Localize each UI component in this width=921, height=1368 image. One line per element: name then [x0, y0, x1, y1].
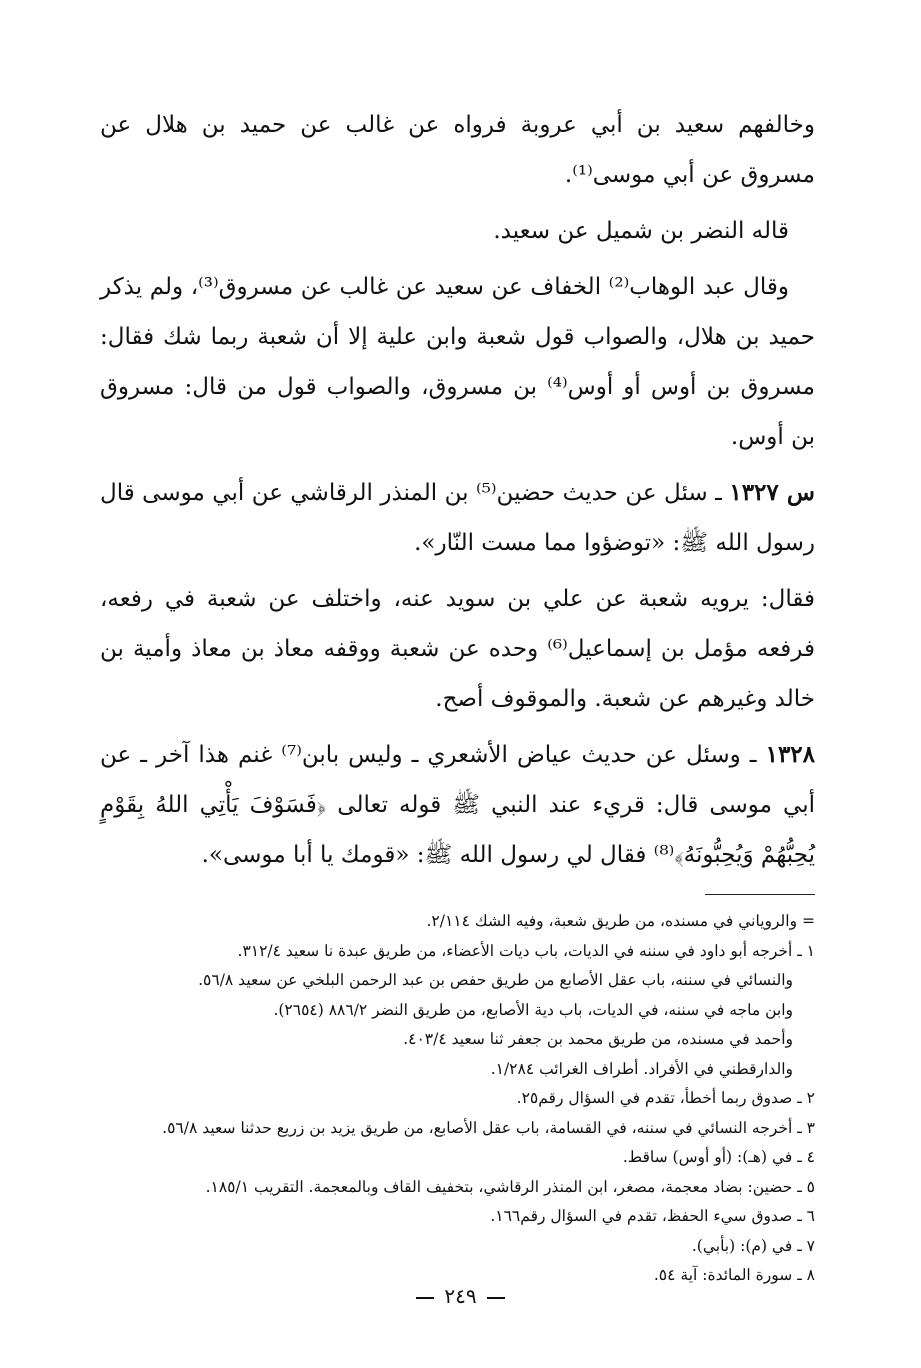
dash-left: [487, 1297, 505, 1299]
footnote: ٦ ـ صدوق سيء الحفظ، تقدم في السؤال رقم١٦٦.: [490, 1207, 815, 1225]
main-text: [100, 100, 815, 880]
question-paragraph: [100, 730, 815, 880]
dash-right: [416, 1297, 434, 1299]
footnote: ٥ ـ حضين: بضاد معجمة، مصغر، ابن المنذر الرقاشي، بتخفيف القاف وبالمعجمة. التقريب ١٨٥/١.: [205, 1177, 815, 1196]
footnote: وأحمد في مسنده، من طريق محمد بن جعفر ثنا سعيد ٤٠٣/٤.: [403, 1030, 793, 1048]
footnote: = والروياني في مسنده، من طريق شعبة، وفيه الشك ٢/١١٤.: [426, 912, 815, 930]
question-number: س ١٣٢٧: [729, 479, 815, 506]
paragraph: وقال عبد الوهاب⁽²⁾ الخفاف عن سعيد عن غالب عن مسروق⁽³⁾، ولم يذكر حميد بن هلال، والصواب قول شعبة وابن علية إلا أن شعبة ربما شك فقال: مسروق بن أوس أو أوس⁽⁴⁾ بن مسروق، والصواب قول من قال: مسروق بن أوس.: [100, 274, 816, 450]
paragraph: وخالفهم سعيد بن أبي عروبة فرواه عن غالب عن حميد بن هلال عن مسروق عن أبي موسى⁽¹⁾.: [100, 112, 815, 188]
footnote: وابن ماجه في سننه، في الديات، باب دية الأصابع، من طريق النضر ٨٨٦/٢ (٢٦٥٤).: [273, 1000, 793, 1019]
question-paragraph: [100, 468, 815, 568]
footnote: ٨ ـ سورة المائدة: آية ٥٤.: [653, 1266, 815, 1284]
paragraph: قاله النضر بن شميل عن سعيد.: [493, 218, 789, 244]
footnote: ٧ ـ في (م): (بأبي).: [691, 1236, 815, 1255]
footnote: والنسائي في سننه، باب عقل الأصابع من طريق حفص بن عبد الرحمن البلخي عن سعيد ٥٦/٨.: [198, 971, 793, 989]
page-number-text: ٢٤٩: [444, 1284, 477, 1308]
question-number: ١٣٢٨: [765, 741, 816, 768]
paragraph: فقال: يرويه شعبة عن علي بن سويد عنه، واختلف عن شعبة في رفعه، فرفعه مؤمل بن إسماعيل⁽⁶⁾ وحده عن شعبة ووقفه معاذ بن معاذ وأمية بن خالد وغيرهم عن شعبة. والموقوف أصح.: [100, 586, 815, 712]
page-body: [100, 100, 815, 1291]
footnote: والدارقطني في الأفراد. أطراف الغرائب ١/٢٨٤.: [490, 1059, 793, 1078]
question-text: ـ سئل عن حديث حضين⁽⁵⁾ بن المنذر الرقاشي عن أبي موسى قال رسول الله ﷺ: «توضؤوا مما مست النّار».: [100, 480, 815, 556]
footnote: ٤ ـ في (هـ): (أو أوس) ساقط.: [622, 1148, 815, 1166]
question-text: ـ وسئل عن حديث عياض الأشعري ـ وليس بابن⁽⁷⁾ غنم هذا آخر ـ عن أبي موسى قال: قريء عند النبي ﷺ قوله تعالى ﴿فَسَوْفَ يَأْتِي اللهُ بِقَوْمٍ يُحِبُّهُمْ وَيُحِبُّونَهُ﴾⁽⁸⁾ فقال لي رسول الله ﷺ: «قومك يا أبا موسى».: [100, 742, 815, 868]
footnote: ٢ ـ صدوق ربما أخطأ، تقدم في السؤال رقم٢٥.: [516, 1089, 815, 1107]
page-number: [0, 1284, 921, 1308]
footnote-separator: [705, 894, 815, 895]
footnotes: [100, 907, 815, 1291]
footnote: ١ ـ أخرجه أبو داود في سننه في الديات، باب ديات الأعضاء، من طريق عبدة نا سعيد ٣١٢/٤.: [237, 941, 815, 960]
footnote: ٣ ـ أخرجه النسائي في سننه، في القسامة، باب عقل الأصابع، من طريق يزيد بن زريع حدثنا سعيد ٥٦/٨.: [162, 1118, 815, 1137]
